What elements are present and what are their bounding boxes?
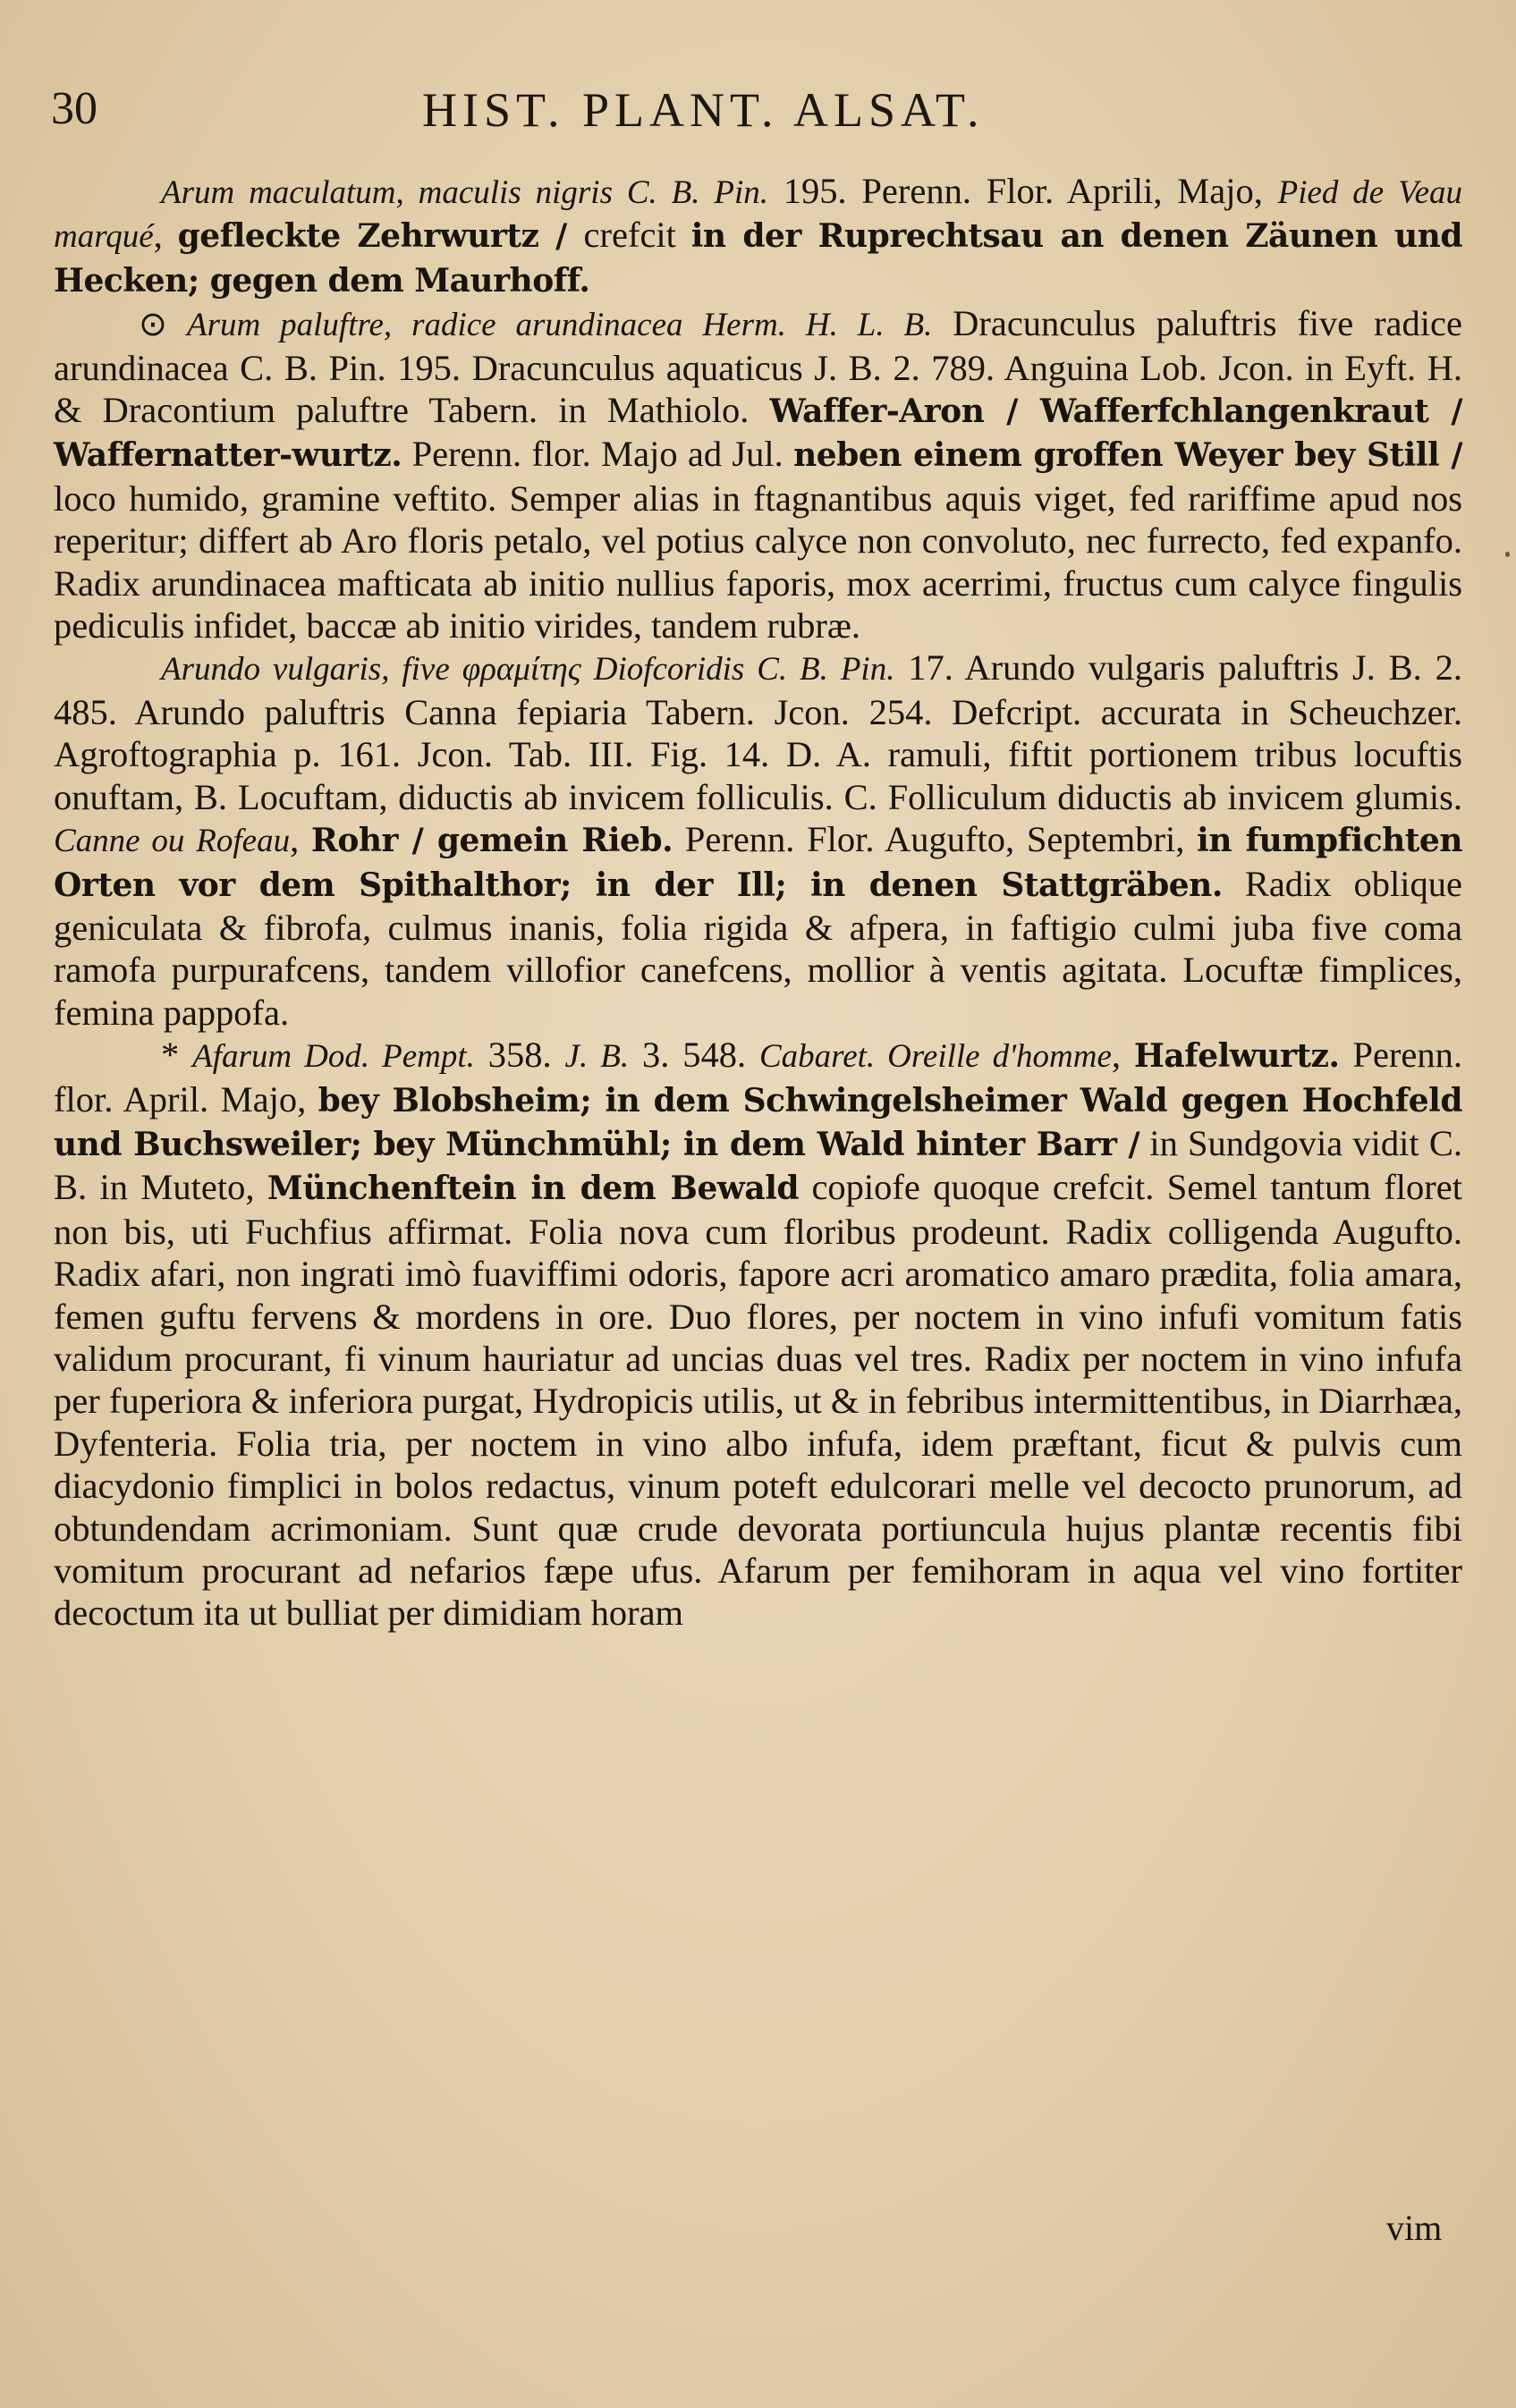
text-run: 358. [474, 1035, 565, 1076]
catchword: vim [1386, 2208, 1443, 2248]
german-text: bey Blobsheim; in dem Schwingelsheimer Wald gegen Hochfeld und Buchsweiler; bey Münchmühl; in dem Wald hinter Barr / [54, 1081, 1462, 1163]
latin-name: Pied de Veau marqué [54, 174, 1462, 256]
german-text: in der Ruprechtsau an denen Zäunen und Hecken; gegen dem Maurhoff. [54, 217, 1462, 300]
text-run: , [153, 215, 178, 256]
text-run: copiofe quoque crefcit. Semel tantum floret non bis, uti Fuchfius affirmat. Folia nova cum floribus prodeunt. Radix colligenda Augufto. Radix afari, non ingrati imò fuaviffimi odoris, fapore acri aromatico amaro prædita, folia amara, femen guftu fervens & mordens in ore. Duo flores, per noctem in vino infufi vomitum fatis validum procurant, fi vinum hauriatur ad uncias duas vel tres. Radix per noctem in vino infufa per fuperiora & inferiora purgat, Hydropicis utilis, ut & in febribus intermittentibus, in Diarrhæa, Dyfenteria. Folia tria, per noctem in vino albo infufa, idem præftant, ficut & pulvis cum diacydonio fimplici in bolos redactus, vinum poteft edulcorari melle vel decocto prunorum, ad obtundendam acrimoniam. Sunt quæ crude devorata portiuncula hujus plantæ recentis fibi vomitum procurant ad nefarios fæpe ufus. Afarum per femihoram in aqua vel vino fortiter decoctum ita ut bulliat per dimidiam horam [54, 1167, 1462, 1634]
german-text: Rohr / gemein Rieb. [310, 822, 673, 860]
latin-name: Canne ou Rofeau [54, 823, 291, 860]
text-run: 195. Perenn. Flor. Aprili, Majo, [768, 171, 1278, 211]
text-run: Perenn. flor. Majo ad Jul. [402, 434, 794, 475]
german-text: neben einem groffen Weyer bey Still / [793, 436, 1462, 475]
text-run: in Sundgovia vidit C. B. in Muteto, [54, 1122, 1462, 1208]
running-title: HIST. PLANT. ALSAT. [422, 83, 985, 137]
page-header [47, 82, 1460, 145]
text-run: crefcit [583, 215, 691, 256]
latin-name: Cabaret. Oreille d'homme [758, 1038, 1112, 1076]
latin-name: J. B. [564, 1038, 630, 1076]
perennial-symbol: ⊙ [139, 306, 187, 344]
text-run: loco humido, gramine veftito. Semper alias in ftagnantibus aquis viget, fed rariffime apud nos reperitur; differt ab Aro floris petalo, vel potius calyce non convoluto, nec furrecto, fed expanfo. Radix arundinacea mafticata ab initio nullius faporis, mox acerrimi, fructus cum calyce fingulis pediculis infidet, baccæ ab initio virides, tandem rubræ. [54, 477, 1462, 646]
latin-name: Arum maculatum, maculis nigris C. B. Pin. [161, 174, 768, 211]
latin-name: Afarum Dod. Pempt. [192, 1038, 475, 1076]
german-text: gefleckte Zehrwurtz / [177, 217, 584, 256]
text-run: 17. Arundo vulgaris paluftris J. B. 2. 485. Arundo paluftris Canna fepiaria Tabern. Jcon. 254. Defcript. accurata in Scheuchzer. Agroftographia p. 161. Jcon. Tab. III. Fig. 14. D. A. ramuli, fiftit portionem tribus locuftis onuftam, B. Locuftam, diductis ab invicem folliculis. C. Folliculum diductis ab invicem glumis. [54, 647, 1462, 817]
text-run: Radix oblique geniculata & fibrofa, culmus inanis, folia rigida & afpera, in faftigio culmi juba five coma ramofa purpurafcens, tandem villofior canefcens, mollior à ventis agitata. Locuftæ fimplices, femina pappofa. [54, 863, 1462, 1033]
latin-name: Arundo vulgaris, five φραμίτης Diofcoridis C. B. Pin. [161, 651, 895, 689]
latin-name: Arum paluftre, radice arundinacea Herm. H. L. B. [187, 307, 933, 344]
text-run: 3. 548. [629, 1035, 759, 1076]
entry-arum-maculatum [54, 170, 1462, 302]
entry-arundo-vulgaris [54, 646, 1462, 1034]
german-text: in fumpfichten Orten vor dem Spithalthor; in der Ill; in denen Stattgräben. [54, 822, 1462, 904]
german-text: Münchenftein in dem Bewald [267, 1170, 800, 1208]
text-run: , [290, 819, 311, 860]
text-run: * [161, 1035, 193, 1076]
entry-arum-palustre [54, 302, 1462, 646]
margin-mark [1505, 552, 1510, 557]
text-run: Dracunculus paluftris five radice arundinacea C. B. Pin. 195. Dracunculus aquaticus J. B. 2. 789. Anguina Lob. Jcon. in Eyft. H. & Dracontium paluftre Tabern. in Mathiolo. [54, 303, 1462, 431]
entry-asarum [54, 1034, 1462, 1635]
page-number: 30 [51, 83, 97, 134]
text-run: , [1111, 1035, 1134, 1076]
german-text: Waffer-Aron / Wafferfchlangenkraut / Waffernatter-wurtz. [54, 393, 1462, 475]
body-text [54, 170, 1462, 1635]
text-run: Perenn. flor. April. Majo, [54, 1035, 1463, 1120]
german-text: Hafelwurtz. [1133, 1037, 1340, 1076]
text-run: Perenn. Flor. Augufto, Septembri, [673, 819, 1198, 860]
